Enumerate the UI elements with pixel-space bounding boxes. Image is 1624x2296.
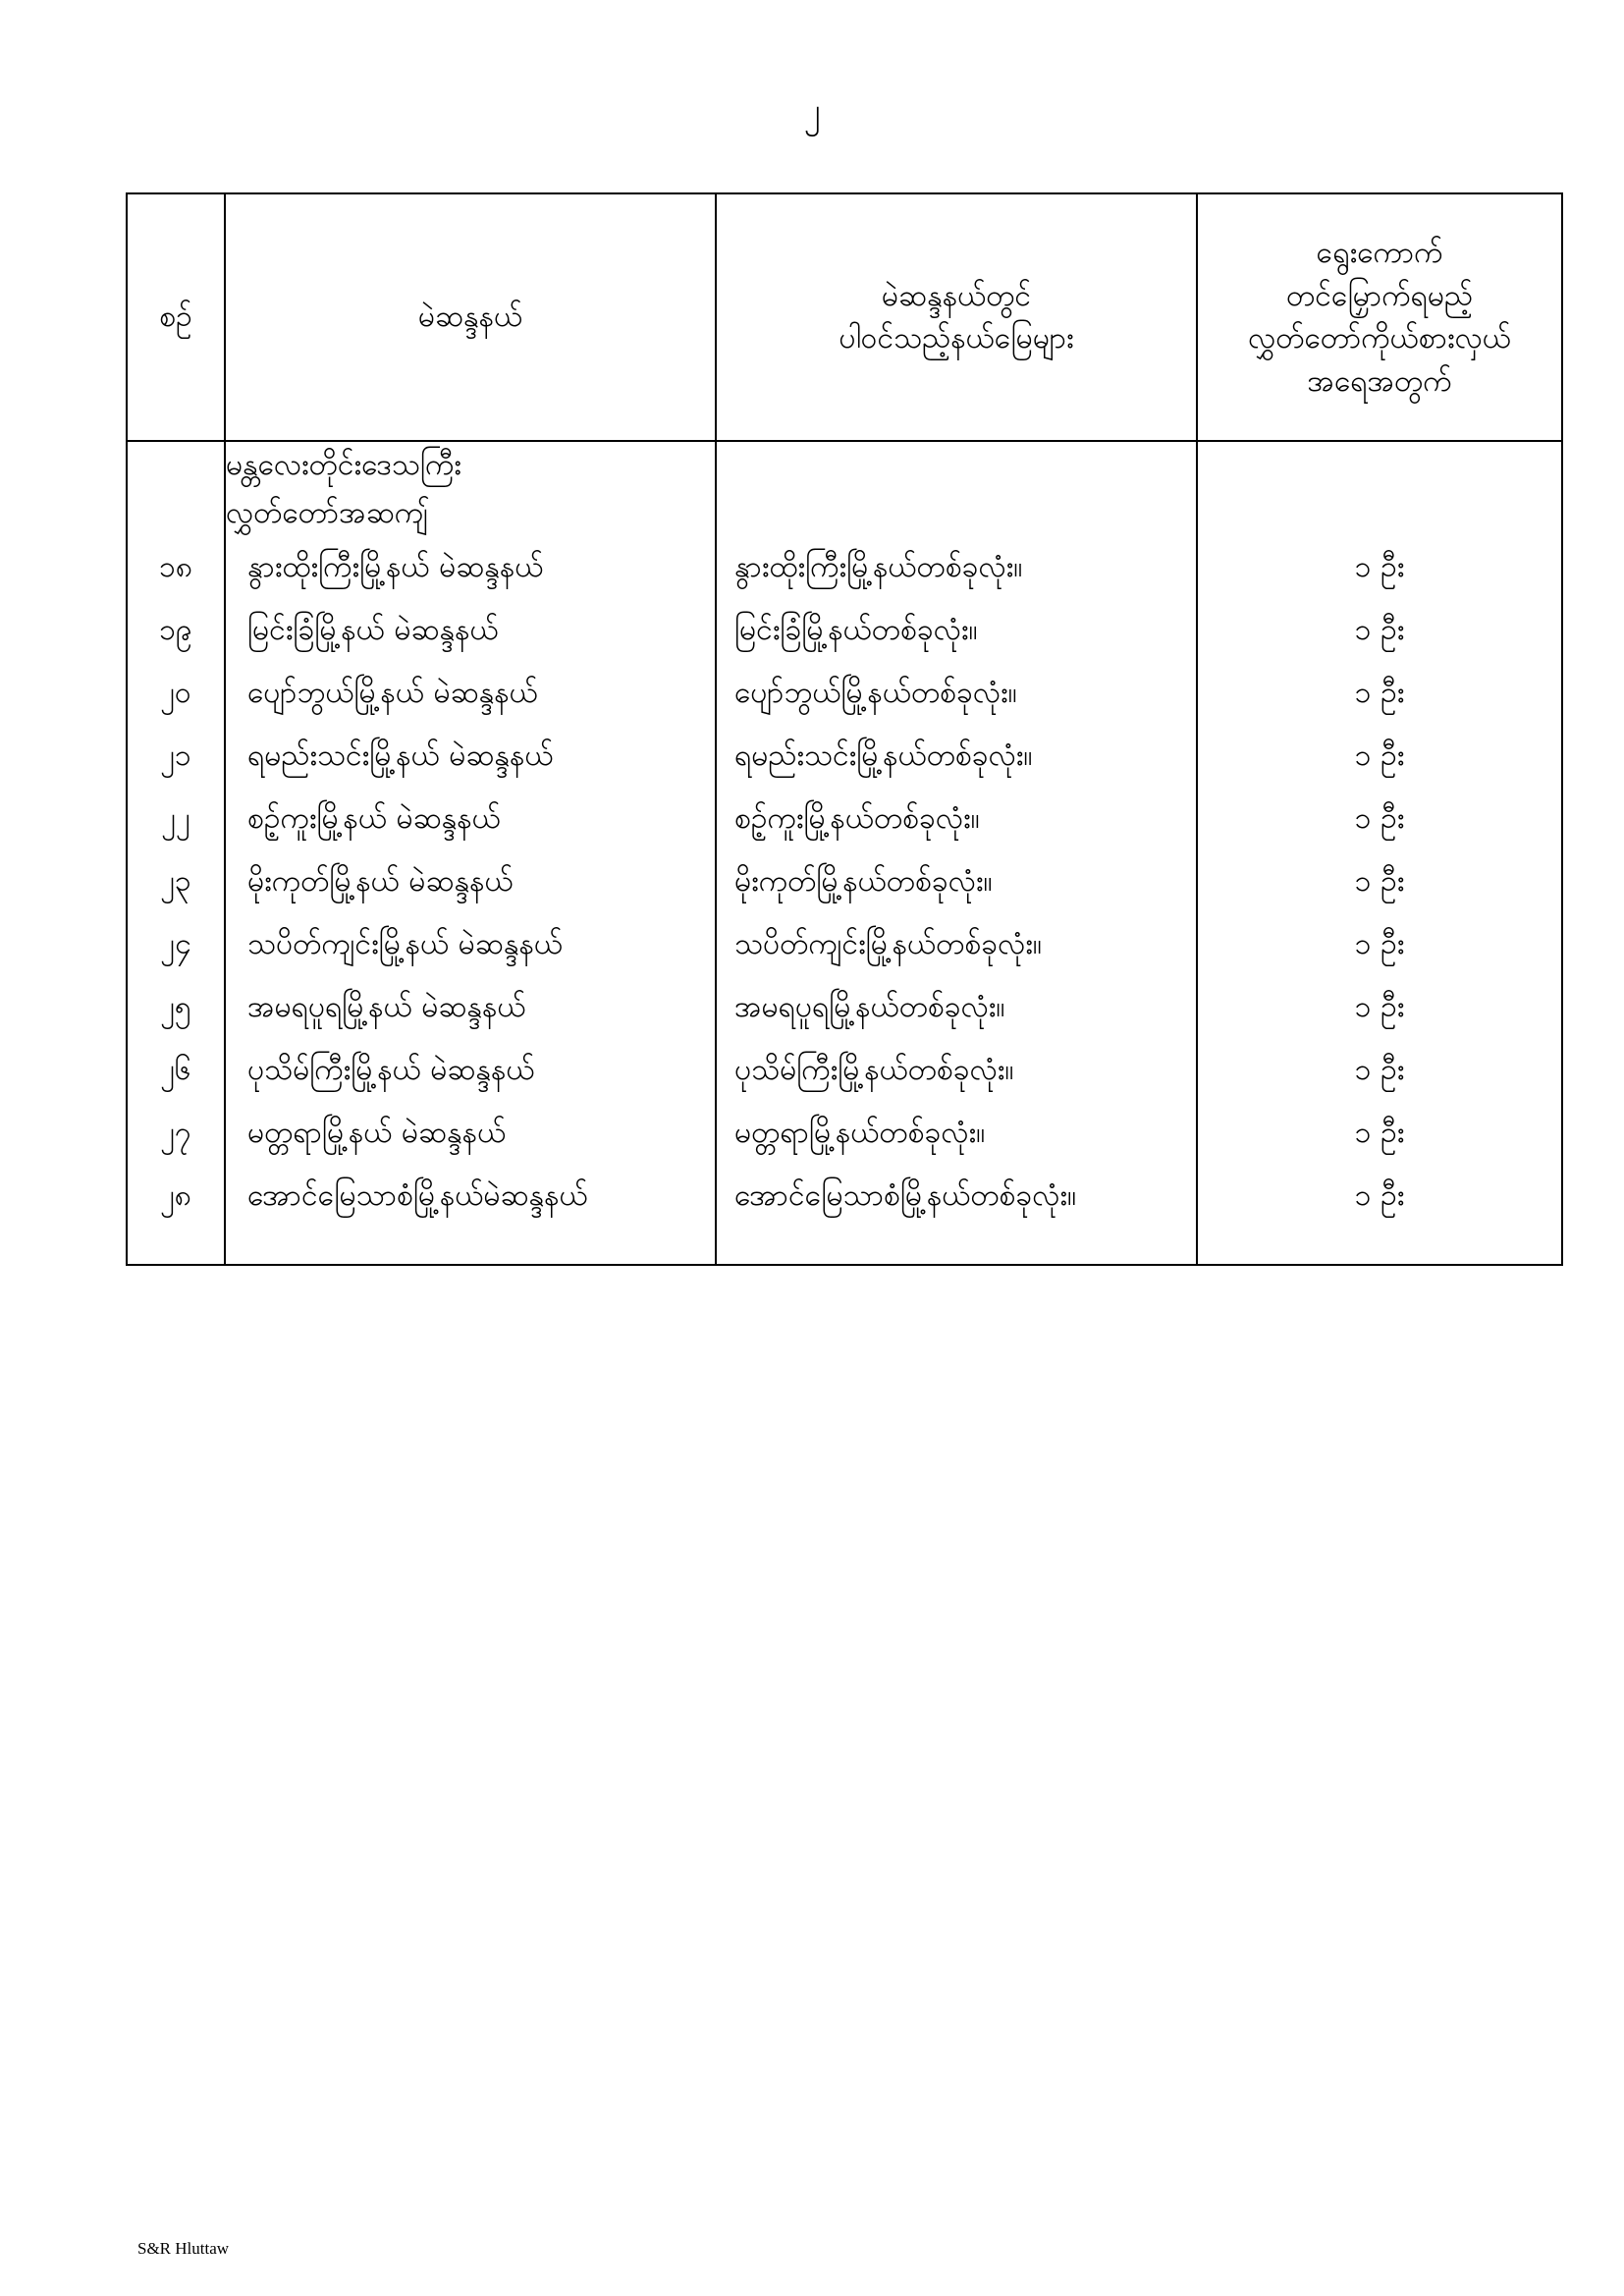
row-no: ၁၉ — [127, 600, 225, 663]
row-constituency: ပျော်ဘွယ်မြို့နယ် မဲဆန္ဒနယ် — [225, 663, 716, 726]
row-area: အမရပူရမြို့နယ်တစ်ခုလုံး။ — [716, 977, 1197, 1040]
table-row — [127, 1166, 1562, 1229]
row-count: ၁ ဦး — [1197, 914, 1562, 977]
table-row — [127, 600, 1562, 663]
row-no: ၂၈ — [127, 1166, 225, 1229]
table-row — [127, 1040, 1562, 1103]
table-row — [127, 726, 1562, 789]
row-no: ၂၃ — [127, 851, 225, 914]
row-area: သပိတ်ကျင်းမြို့နယ်တစ်ခုလုံး။ — [716, 914, 1197, 977]
row-constituency: အောင်မြေသာစံမြို့နယ်မဲဆန္ဒနယ် — [225, 1166, 716, 1229]
column-header-representatives-line2: တင်မြှောက်ရမည့် — [1286, 278, 1473, 313]
table-body — [127, 441, 1562, 1265]
table-row — [127, 789, 1562, 851]
region-heading-line2: လွှတ်တော်အဆကျ် — [226, 495, 428, 530]
row-count: ၁ ဦး — [1197, 726, 1562, 789]
table-bottom-spacer — [127, 1229, 1562, 1265]
row-area: ပုသိမ်ကြီးမြို့နယ်တစ်ခုလုံး။ — [716, 1040, 1197, 1103]
row-area: မြင်းခြံမြို့နယ်တစ်ခုလုံး။ — [716, 600, 1197, 663]
row-no: ၂၂ — [127, 789, 225, 851]
page-number: ၂ — [803, 91, 821, 131]
column-header-included-areas-line2: ပါဝင်သည့်နယ်မြေများ — [839, 321, 1074, 355]
row-count: ၁ ဦး — [1197, 851, 1562, 914]
row-area: စဉ့်ကူးမြို့နယ်တစ်ခုလုံး။ — [716, 789, 1197, 851]
column-header-representatives-line1: ရွေးကောက် — [1316, 236, 1443, 270]
region-heading-area — [716, 441, 1197, 537]
row-no: ၁၈ — [127, 537, 225, 600]
row-constituency: စဉ့်ကူးမြို့နယ် မဲဆန္ဒနယ် — [225, 789, 716, 851]
table-row — [127, 1103, 1562, 1166]
column-header-no: စဉ် — [127, 193, 225, 441]
row-area: ပျော်ဘွယ်မြို့နယ်တစ်ခုလုံး။ — [716, 663, 1197, 726]
column-header-representatives-line4: အရေအတွက် — [1307, 363, 1452, 399]
row-count: ၁ ဦး — [1197, 600, 1562, 663]
table-row — [127, 914, 1562, 977]
row-constituency: ရမည်းသင်းမြို့နယ် မဲဆန္ဒနယ် — [225, 726, 716, 789]
row-count: ၁ ဦး — [1197, 977, 1562, 1040]
row-count: ၁ ဦး — [1197, 1040, 1562, 1103]
table-header-row — [127, 193, 1562, 441]
row-constituency: ပုသိမ်ကြီးမြို့နယ် မဲဆန္ဒနယ် — [225, 1040, 716, 1103]
region-heading-no — [127, 441, 225, 537]
row-no: ၂၅ — [127, 977, 225, 1040]
row-constituency: မတ္တရာမြို့နယ် မဲဆန္ဒနယ် — [225, 1103, 716, 1166]
region-heading-row — [127, 441, 1562, 537]
row-area: အောင်မြေသာစံမြို့နယ်တစ်ခုလုံး။ — [716, 1166, 1197, 1229]
row-constituency: မြင်းခြံမြို့နယ် မဲဆန္ဒနယ် — [225, 600, 716, 663]
column-header-representatives — [1197, 193, 1562, 441]
constituency-table — [126, 192, 1563, 1266]
column-header-included-areas — [716, 193, 1197, 441]
table-row — [127, 537, 1562, 600]
row-count: ၁ ဦး — [1197, 663, 1562, 726]
region-heading-line1: မန္တလေးတိုင်းဒေသကြီး — [226, 448, 461, 482]
row-area: မိုးကုတ်မြို့နယ်တစ်ခုလုံး။ — [716, 851, 1197, 914]
row-count: ၁ ဦး — [1197, 789, 1562, 851]
row-constituency: သပိတ်ကျင်းမြို့နယ် မဲဆန္ဒနယ် — [225, 914, 716, 977]
table-header — [127, 193, 1562, 441]
row-count: ၁ ဦး — [1197, 1166, 1562, 1229]
row-no: ၂၄ — [127, 914, 225, 977]
region-heading-count — [1197, 441, 1562, 537]
row-constituency: နွားထိုးကြီးမြို့နယ် မဲဆန္ဒနယ် — [225, 537, 716, 600]
row-no: ၂၁ — [127, 726, 225, 789]
table-row — [127, 663, 1562, 726]
table-row — [127, 851, 1562, 914]
footer-note: S&R Hluttaw — [137, 2239, 230, 2258]
row-area: ရမည်းသင်းမြို့နယ်တစ်ခုလုံး။ — [716, 726, 1197, 789]
row-no: ၂၆ — [127, 1040, 225, 1103]
table-row — [127, 977, 1562, 1040]
row-count: ၁ ဦး — [1197, 1103, 1562, 1166]
column-header-included-areas-line1: မဲဆန္ဒနယ်တွင် — [881, 278, 1032, 313]
column-header-representatives-line3: လွှတ်တော်ကိုယ်စားလှယ် — [1248, 321, 1511, 355]
row-area: မတ္တရာမြို့နယ်တစ်ခုလုံး။ — [716, 1103, 1197, 1166]
row-constituency: အမရပူရမြို့နယ် မဲဆန္ဒနယ် — [225, 977, 716, 1040]
row-count: ၁ ဦး — [1197, 537, 1562, 600]
row-constituency: မိုးကုတ်မြို့နယ် မဲဆန္ဒနယ် — [225, 851, 716, 914]
row-area: နွားထိုးကြီးမြို့နယ်တစ်ခုလုံး။ — [716, 537, 1197, 600]
region-heading-cell — [225, 441, 716, 537]
row-no: ၂၇ — [127, 1103, 225, 1166]
row-no: ၂၀ — [127, 663, 225, 726]
column-header-constituency: မဲဆန္ဒနယ် — [225, 193, 716, 441]
